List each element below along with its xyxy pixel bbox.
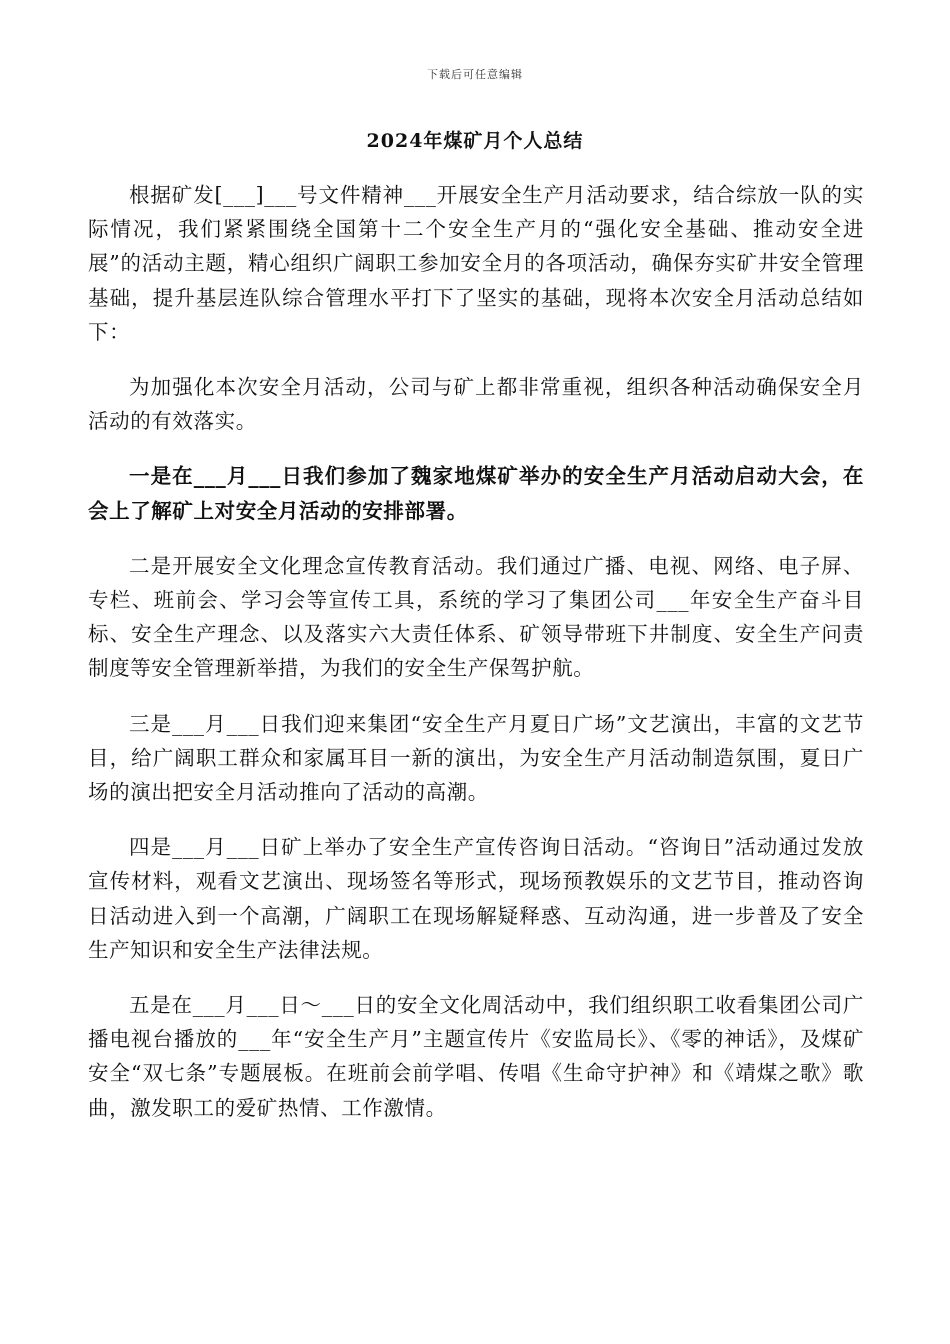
paragraph-intro: 根据矿发[___]___号文件精神___开展安全生产月活动要求，结合综放一队的实际情况，我们紧紧围绕全国第十二个安全生产月的“强化安全基础、推动安全进展”的活动主题，精心组织广阔职工参加安全月的各项活动，确保夯实矿井安全管理基础，提升基层连队综合管理水平打下了坚实的基础，现将本次安全月活动总结如下： xyxy=(88,183,864,344)
paragraph-item-2: 二是开展安全文化理念宣传教育活动。我们通过广播、电视、网络、电子屏、专栏、班前会、学习会等宣传工具，系统的学习了集团公司___年安全生产奋斗目标、安全生产理念、以及落实六大责任体系、矿领导带班下井制度、安全生产问责制度等安全管理新举措，为我们的安全生产保驾护航。 xyxy=(88,553,864,681)
paragraph-item-1: 一是在___月___日我们参加了魏家地煤矿举办的安全生产月活动启动大会，在会上了解矿上对安全月活动的安排部署。 xyxy=(88,464,864,523)
watermark-text: 下载后可任意编辑 xyxy=(427,68,523,81)
paragraph-item-4: 四是___月___日矿上举办了安全生产宣传咨询日活动。“咨询日”活动通过发放宣传材料，观看文艺演出、现场签名等形式，现场预教娱乐的文艺节目，推动咨询日活动进入到一个高潮，广阔职工在现场解疑释惑、互动沟通，进一步普及了安全生产知识和安全生产法律法规。 xyxy=(88,835,864,962)
paragraph-item-3: 三是___月___日我们迎来集团“安全生产月夏日广场”文艺演出，丰富的文艺节目，给广阔职工群众和家属耳目一新的演出，为安全生产月活动制造氛围，夏日广场的演出把安全月活动推向了活动的高潮。 xyxy=(88,711,864,805)
paragraph-overview: 为加强化本次安全月活动，公司与矿上都非常重视，组织各种活动确保安全月活动的有效落实。 xyxy=(88,375,864,434)
paragraph-item-5: 五是在___月___日～___日的安全文化周活动中，我们组织职工收看集团公司广播电视台播放的___年“安全生产月”主题宣传片《安监局长》、《零的神话》，及煤矿安全“双七条”专题展板。在班前会前学唱、传唱《生命守护神》和《靖煤之歌》歌曲，激发职工的爱矿热情、工作激情。 xyxy=(88,993,864,1120)
document-title: 2024年煤矿月个人总结 xyxy=(366,130,584,152)
document-body xyxy=(88,178,864,1146)
